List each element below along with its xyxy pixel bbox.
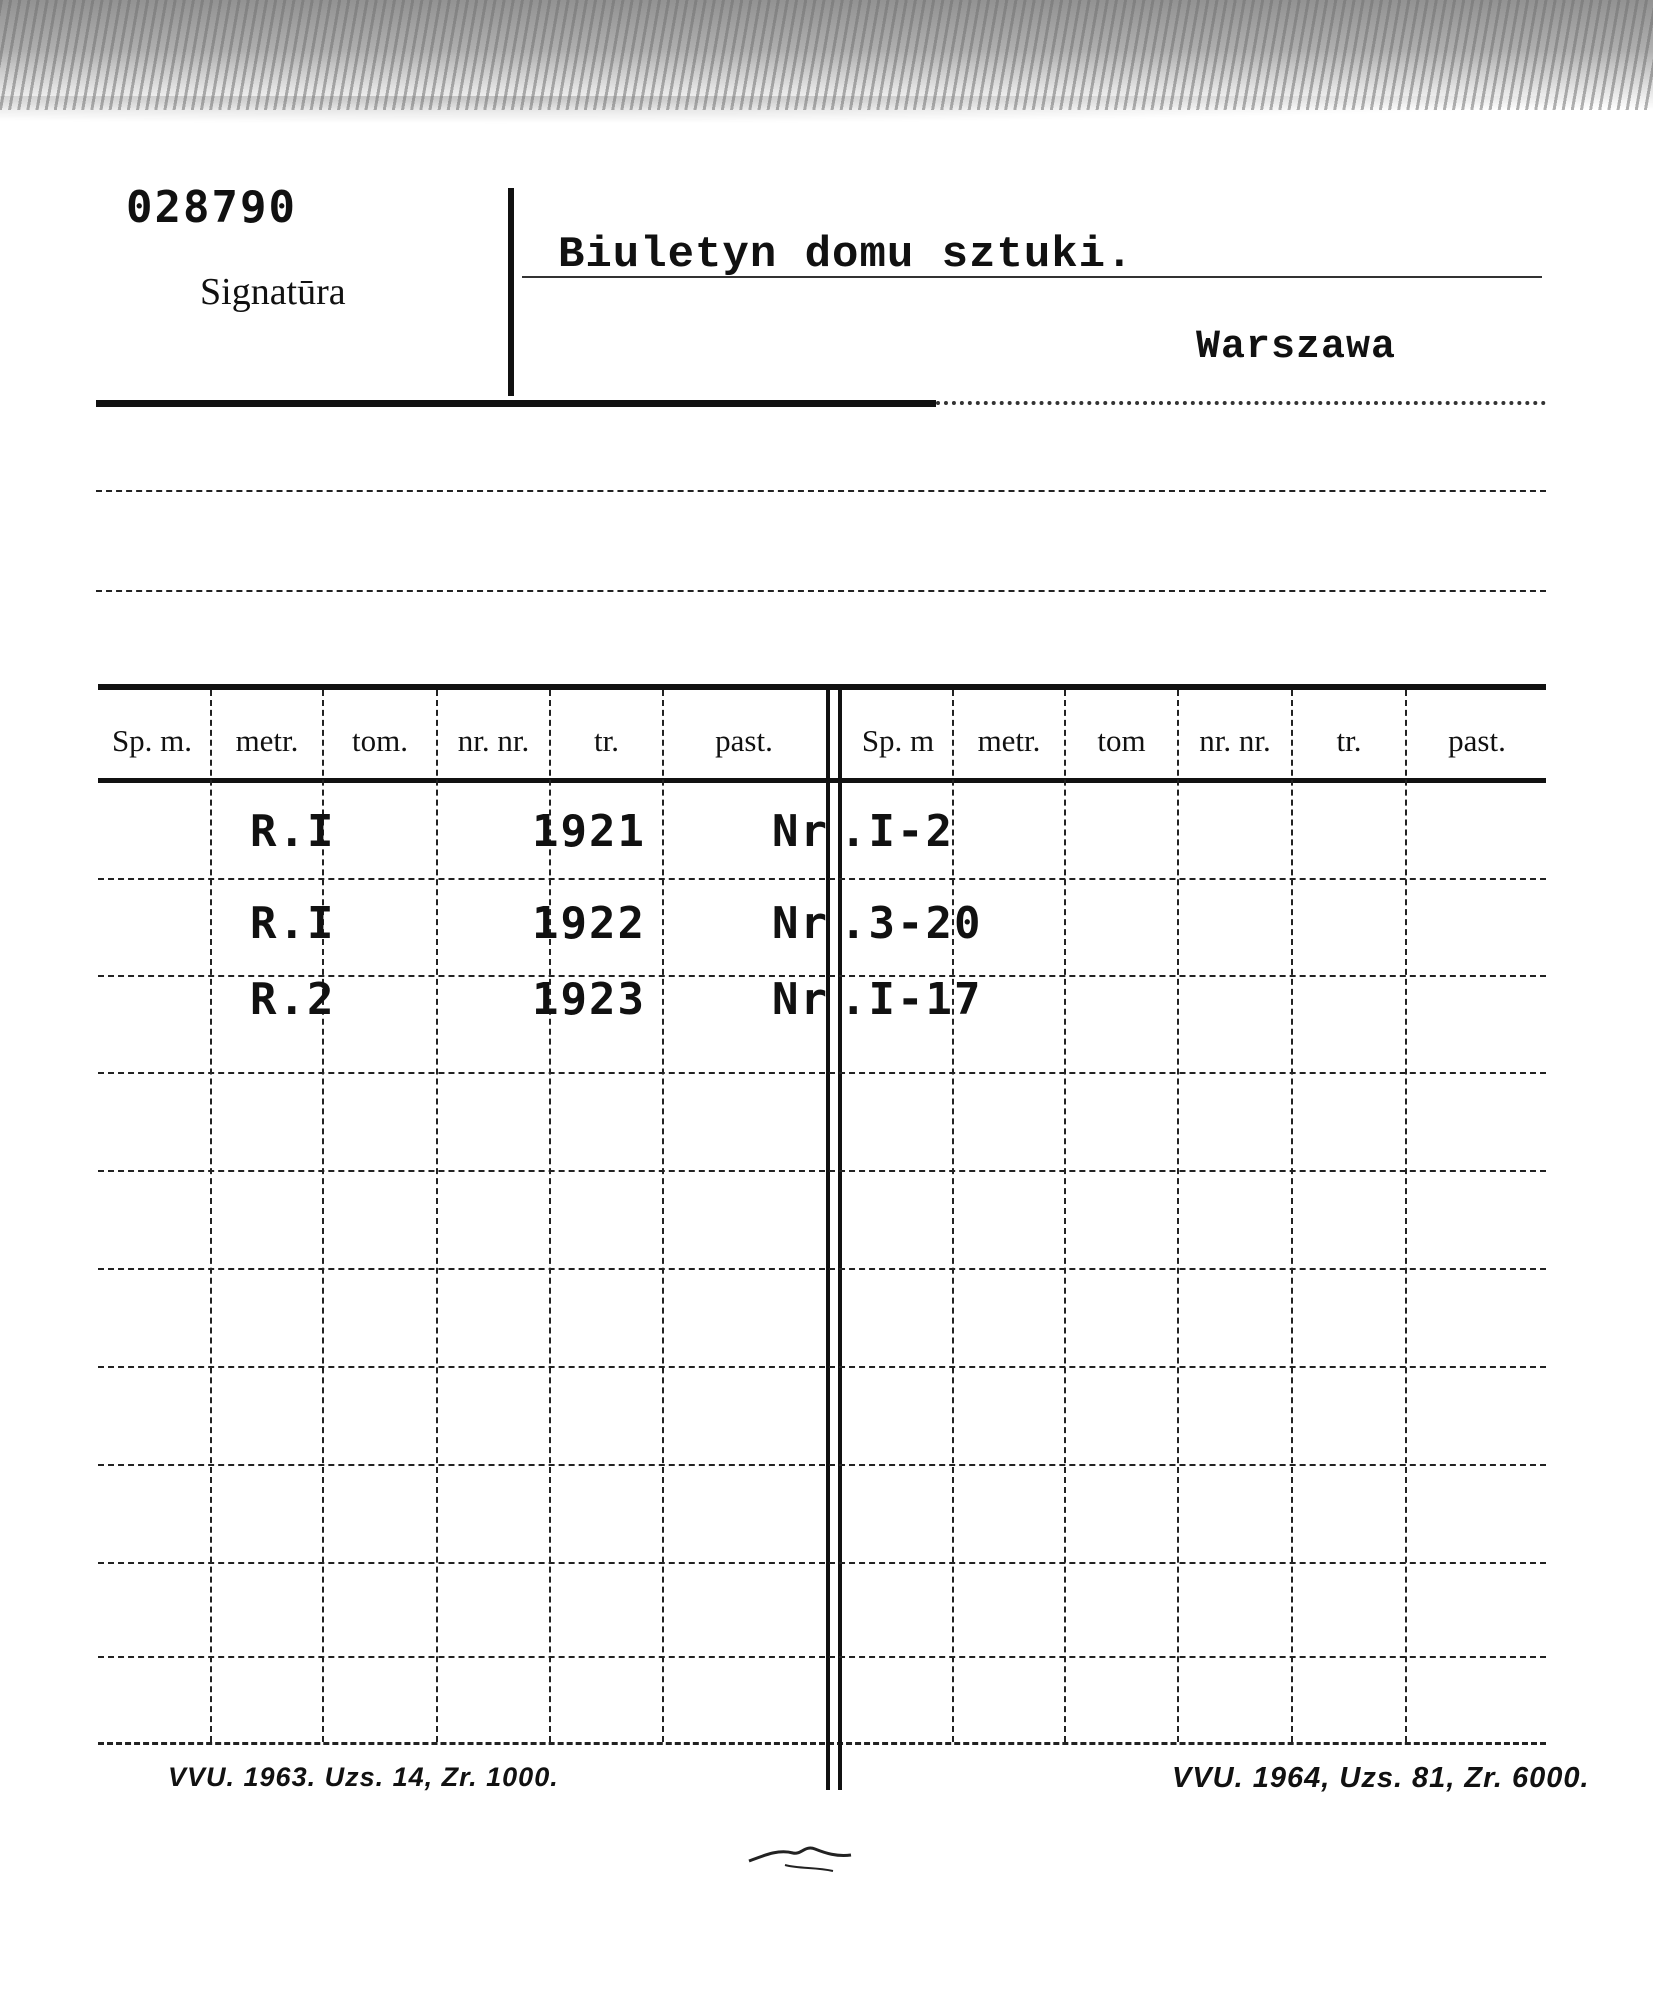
publication-title: Biuletyn domu sztuki. [558, 230, 1134, 280]
col-header-sp-m-right: Sp. m [861, 723, 935, 758]
row-2-range: .3-20 [840, 898, 983, 949]
row-1-nr: Nr [772, 806, 829, 857]
header-bottom-rule [96, 400, 936, 407]
row-line [98, 1366, 1546, 1368]
col-header-tom: tom. [352, 723, 408, 758]
table-top-rule [98, 684, 1546, 690]
col-line [662, 690, 664, 1742]
row-2-year: 1922 [532, 898, 646, 949]
publication-place: Warszawa [1196, 325, 1397, 370]
row-line [98, 1072, 1546, 1074]
row-1-metr: R.I [250, 806, 336, 857]
row-2-metr: R.I [250, 898, 336, 949]
torn-top-edge [0, 0, 1653, 110]
col-line [210, 690, 212, 1742]
col-header-tom-right: tom [1097, 723, 1146, 758]
title-underline [522, 276, 1542, 278]
col-line [1405, 690, 1407, 1742]
col-header-nr-nr: nr. nr. [457, 723, 530, 758]
row-3-metr: R.2 [250, 974, 336, 1025]
col-header-past: past. [715, 723, 773, 758]
signature-label: Signatūra [200, 271, 346, 313]
row-3-year: 1923 [532, 974, 646, 1025]
col-header-sp-m: Sp. m. [111, 723, 193, 758]
row-1-year: 1921 [532, 806, 646, 857]
blank-line-1 [96, 490, 1546, 492]
col-line [1291, 690, 1293, 1742]
table-bottom-rule [98, 1742, 1546, 1745]
row-3-range: .I-17 [840, 974, 983, 1025]
row-line [98, 1656, 1546, 1658]
row-2-nr: Nr [772, 898, 829, 949]
row-line [98, 878, 1546, 880]
row-1-range: .I-2 [840, 806, 954, 857]
col-line [436, 690, 438, 1742]
header-bottom-rule-faded [936, 401, 1546, 405]
col-header-nr-nr-right: nr. nr. [1199, 723, 1271, 758]
footer-note-left: VVU. 1963. Uzs. 14, Zr. 1000. [168, 1762, 559, 1792]
blank-line-2 [96, 590, 1546, 592]
col-header-tr: tr. [594, 723, 619, 758]
row-line [98, 1464, 1546, 1466]
row-line [98, 1170, 1546, 1172]
col-line [1177, 690, 1179, 1742]
col-header-past-right: past. [1448, 723, 1506, 758]
row-line [98, 1268, 1546, 1270]
col-header-metr: metr. [235, 723, 299, 758]
row-line [98, 1562, 1546, 1564]
col-header-tr-right: tr. [1336, 723, 1362, 758]
table-header-rule [98, 778, 1546, 783]
col-line [1064, 690, 1066, 1742]
handwritten-initials [745, 1835, 855, 1875]
row-3-nr: Nr [772, 974, 829, 1025]
signature-number: 028790 [126, 182, 297, 233]
footer-note-right: VVU. 1964, Uzs. 81, Zr. 6000. [1172, 1762, 1590, 1794]
col-header-metr-right: metr. [977, 723, 1041, 758]
header-vertical-divider [508, 188, 514, 396]
